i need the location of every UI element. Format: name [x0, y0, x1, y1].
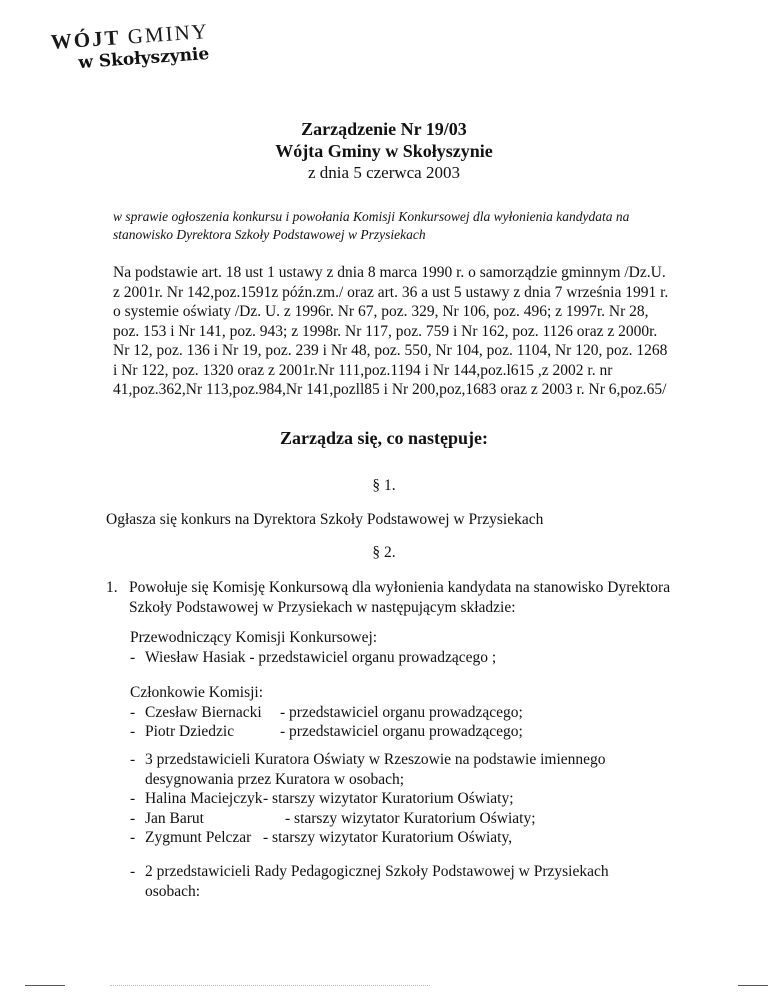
chair-label: Przewodniczący Komisji Konkursowej:: [130, 629, 378, 646]
curator-name: Halina Maciejczyk: [145, 790, 263, 807]
curator-name: Zygmunt Pelczar: [145, 829, 252, 846]
list-dash: -: [130, 723, 136, 740]
curator-name: Jan Barut: [145, 809, 204, 827]
stamp-wojt: WÓJT: [50, 25, 122, 54]
list-dash: -: [130, 863, 136, 880]
stamp-line-2: w Skołyszynie: [77, 43, 210, 74]
list-dash: -: [130, 648, 136, 666]
section-2-item-1: [106, 578, 686, 617]
scan-artifact-line: [25, 985, 65, 986]
list-dash: -: [130, 809, 136, 827]
chair-text: Wiesław Hasiak - przedstawiciel organu prowadzącego ;: [145, 648, 497, 666]
document-header: [0, 118, 768, 184]
council-intro-line-1: 2 przedstawicieli Rady Pedagogicznej Szkoły Podstawowej w Przysiekach: [145, 863, 609, 880]
section-1-mark: § 1.: [372, 477, 396, 494]
item-number: 1.: [106, 579, 118, 596]
curator-role: - starszy wizytator Kuratorium Oświaty;: [285, 809, 536, 827]
curator-role: - starszy wizytator Kuratorium Oświaty;: [263, 790, 514, 807]
member-row: [130, 703, 523, 723]
official-stamp: [50, 19, 211, 75]
members-label: Członkowie Komisji:: [130, 684, 264, 701]
section-2-mark: § 2.: [372, 544, 396, 561]
list-dash: -: [130, 790, 136, 807]
chair-block: [130, 628, 497, 667]
legal-basis: Na podstawie art. 18 ust 1 ustawy z dnia 8 marca 1990 r. o samorządzie gminnym /Dz.U. z 2001r. Nr 142,poz.1591z późn.zm./ oraz art. 36 a ust 5 ustawy z dnia 7 września 1991 r. o systemie oświaty /Dz. U. z 1996r. Nr 67, poz. 329, Nr 106, poz. 496; z 1997r. Nr 28, poz. 153 i Nr 141, poz. 943; z 1998r. Nr 117, poz. 759 i Nr 162, poz. 1126 oraz z 2000r. Nr 12, poz. 136 i Nr 19, poz. 239 i Nr 48, poz. 550, Nr 104, poz. 1104, Nr 120, poz. 1268 i Nr 122, poz. 1320 oraz z 2001r.Nr 111,poz.1194 i Nr 144,poz.l615 ,z 2002 r. nr 41,poz.362,Nr 113,poz.984,Nr 141,pozll85 i Nr 200,poz,1683 oraz z 2003 r. Nr 6,poz.65/: [113, 264, 669, 398]
member-role: - przedstawiciel organu prowadzącego;: [280, 703, 523, 721]
member-name: Piotr Dziedzic: [145, 723, 235, 740]
curator-role: - starszy wizytator Kuratorium Oświaty,: [263, 829, 513, 846]
scan-artifact-dots: [110, 985, 430, 986]
member-role: - przedstawiciel organu prowadzącego;: [280, 723, 523, 740]
curator-intro-line-1: 3 przedstawicieli Kuratora Oświaty w Rzeszowie na podstawie imiennego: [145, 751, 606, 768]
item-text: Powołuje się Komisję Konkursową dla wyłonienia kandydata na stanowisko Dyrektora Szkoły Podstawowej w Przysiekach w następującym składzie:: [129, 579, 671, 616]
member-row: [130, 722, 523, 742]
stamp-gminy: GMINY: [126, 18, 210, 49]
list-dash: -: [130, 751, 136, 768]
document-subject: w sprawie ogłoszenia konkursu i powołania Komisji Konkursowej dla wyłonienia kandydata na stanowisko Dyrektora Szkoły Podstawowej w Przysiekach: [113, 209, 630, 242]
section-1-text: Ogłasza się konkurs na Dyrektora Szkoły Podstawowej w Przysiekach: [106, 511, 544, 528]
members-block: [130, 683, 523, 742]
document-date: z dnia 5 czerwca 2003: [308, 163, 460, 182]
list-dash: -: [130, 703, 136, 721]
decree-heading: Zarządza się, co następuje:: [280, 428, 488, 448]
scan-artifact-line: [738, 985, 768, 986]
document-issuer: Wójta Gminy w Skołyszynie: [275, 141, 493, 161]
member-name: Czesław Biernacki: [145, 703, 262, 721]
list-dash: -: [130, 829, 136, 846]
chair-entry: [130, 648, 497, 668]
council-intro-line-2: osobach:: [145, 882, 201, 900]
document-title: Zarządzenie Nr 19/03: [301, 119, 467, 139]
curator-intro-line-2: desygnowania przez Kuratora w osobach;: [145, 770, 405, 788]
